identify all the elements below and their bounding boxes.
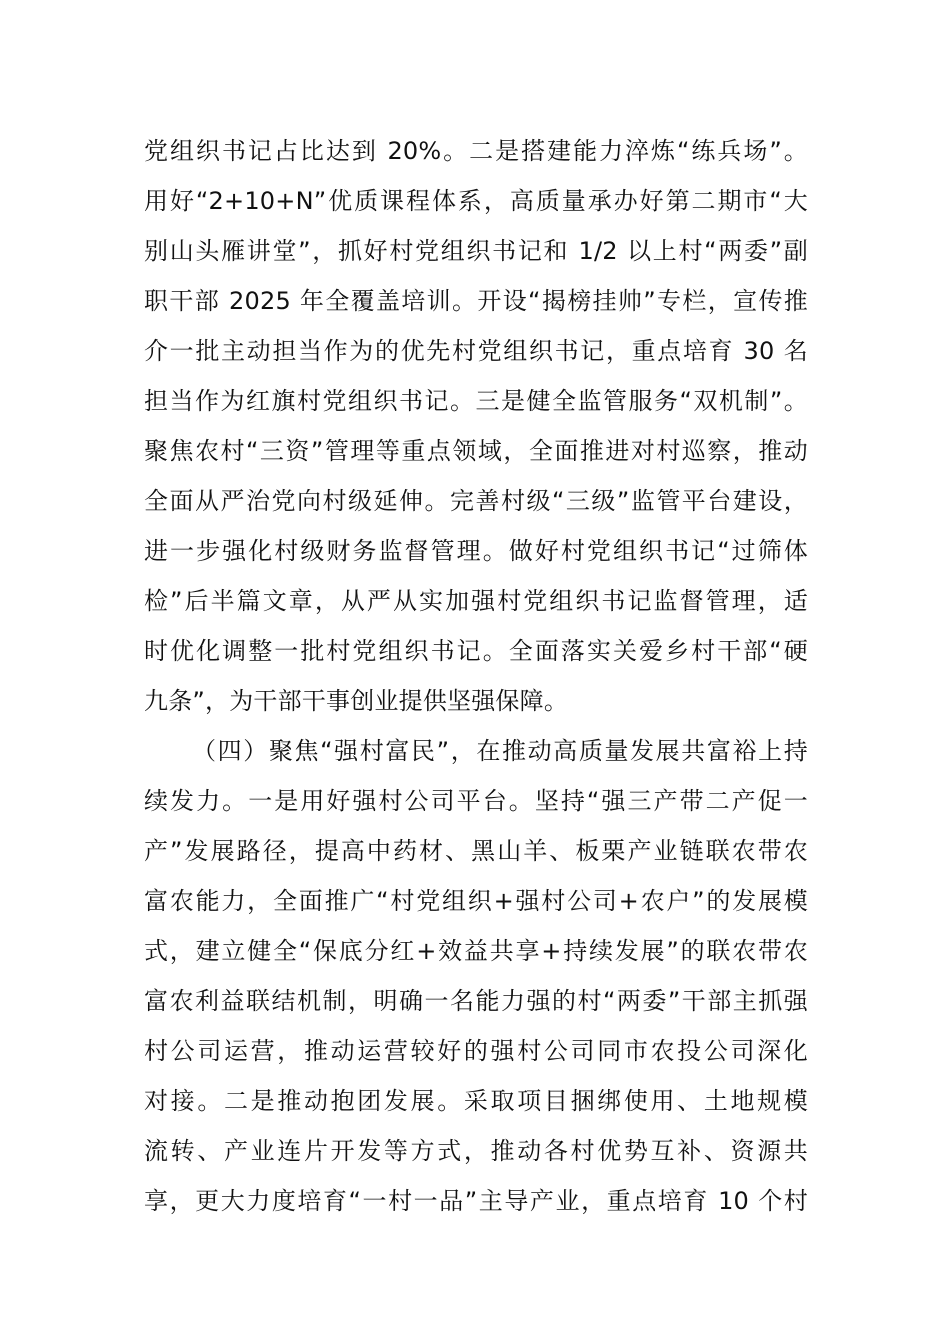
text-line-4: 职干部 2025 年全覆盖培训。开设“揭榜挂帅”专栏，宣传推 — [144, 287, 808, 315]
text-line-1: 党组织书记占比达到 20%。二是搭建能力淬炼“练兵场”。 — [144, 137, 808, 165]
text-line-5: 介一批主动担当作为的优先村党组织书记，重点培育 30 名 — [144, 337, 808, 365]
text-line-15: 产”发展路径，提高中药材、黑山羊、板栗产业链联农带农 — [144, 837, 808, 865]
text-line-9: 进一步强化村级财务监督管理。做好村党组织书记“过筛体 — [144, 537, 808, 565]
text-line-8: 全面从严治党向村级延伸。完善村级“三级”监管平台建设， — [144, 487, 808, 515]
text-line-3: 别山头雁讲堂”，抓好村党组织书记和 1/2 以上村“两委”副 — [144, 237, 808, 265]
text-line-21: 流转、产业连片开发等方式，推动各村优势互补、资源共 — [144, 1137, 808, 1165]
text-line-12: 九条”，为干部干事创业提供坚强保障。 — [144, 687, 569, 715]
text-line-22: 享，更大力度培育“一村一品”主导产业，重点培育 10 个村 — [144, 1187, 808, 1215]
text-line-2: 用好“2+10+N”优质课程体系，高质量承办好第二期市“大 — [144, 187, 808, 215]
text-line-16: 富农能力，全面推广“村党组织+强村公司+农户”的发展模 — [144, 887, 808, 915]
section-heading-line: （四）聚焦“强村富民”，在推动高质量发展共富裕上持 — [192, 737, 808, 765]
text-line-18: 富农利益联结机制，明确一名能力强的村“两委”干部主抓强 — [144, 987, 808, 1015]
text-line-11: 时优化调整一批村党组织书记。全面落实关爱乡村干部“硬 — [144, 637, 808, 665]
text-line-14: 续发力。一是用好强村公司平台。坚持“强三产带二产促一 — [144, 787, 808, 815]
text-line-6: 担当作为红旗村党组织书记。三是健全监管服务“双机制”。 — [144, 387, 808, 415]
text-line-10: 检”后半篇文章，从严从实加强村党组织书记监督管理，适 — [144, 587, 808, 615]
text-line-17: 式，建立健全“保底分红+效益共享+持续发展”的联农带农 — [144, 937, 808, 965]
text-line-20: 对接。二是推动抱团发展。采取项目捆绑使用、土地规模 — [144, 1087, 808, 1115]
text-line-7: 聚焦农村“三资”管理等重点领域，全面推进对村巡察，推动 — [144, 437, 808, 465]
text-line-19: 村公司运营，推动运营较好的强村公司同市农投公司深化 — [144, 1037, 808, 1065]
